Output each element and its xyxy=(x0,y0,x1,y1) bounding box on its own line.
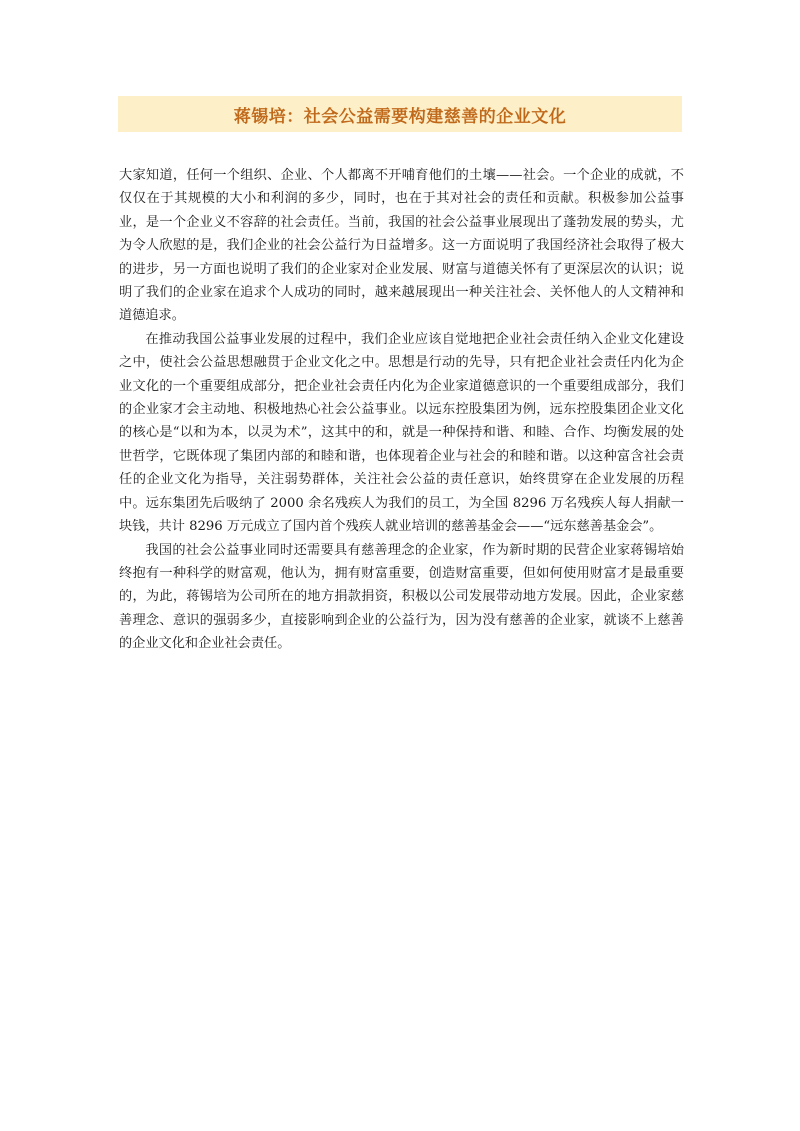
title-banner xyxy=(118,96,682,132)
article-body xyxy=(119,164,684,656)
paragraph-2: 在推动我国公益事业发展的过程中，我们企业应该自觉地把企业社会责任纳入企业文化建设之中，使社会公益思想融贯于企业文化之中。思想是行动的先导，只有把企业社会责任内化为企业文化的一个重要组成部分，把企业社会责任内化为企业家道德意识的一个重要组成部分，我们的企业家才会主动地、积极地热心社会公益事业。以远东控股集团为例，远东控股集团企业文化的核心是“以和为本，以灵为术”，这其中的和，就是一种保持和谐、和睦、合作、均衡发展的处世哲学，它既体现了集团内部的和睦和谐，也体现着企业与社会的和睦和谐。以这种富含社会责任的企业文化为指导，关注弱势群体，关注社会公益的责任意识，始终贯穿在企业发展的历程中。远东集团先后吸纳了 2000 余名残疾人为我们的员工，为全国 8296 万名残疾人每人捐献一块钱，共计 8296 万元成立了国内首个残疾人就业培训的慈善基金会——“远东慈善基金会”。 xyxy=(119,331,684,535)
paragraph-3: 我国的社会公益事业同时还需要具有慈善理念的企业家，作为新时期的民营企业家蒋锡培始终抱有一种科学的财富观，他认为，拥有财富重要，创造财富重要，但如何使用财富才是最重要的，为此，蒋锡培为公司所在的地方捐款捐资，积极以公司发展带动地方发展。因此，企业家慈善理念、意识的强弱多少，直接影响到企业的公益行为，因为没有慈善的企业家，就谈不上慈善的企业文化和企业社会责任。 xyxy=(119,542,684,652)
paragraph-1: 大家知道，任何一个组织、企业、个人都离不开哺育他们的土壤——社会。一个企业的成就，不仅仅在于其规模的大小和利润的多少，同时，也在于其对社会的责任和贡献。积极参加公益事业，是一个企业义不容辞的社会责任。当前，我国的社会公益事业展现出了蓬勃发展的势头，尤为令人欣慰的是，我们企业的社会公益行为日益增多。这一方面说明了我国经济社会取得了极大的进步，另一方面也说明了我们的企业家对企业发展、财富与道德关怀有了更深层次的认识；说明了我们的企业家在追求个人成功的同时，越来越展现出一种关注社会、关怀他人的人文精神和道德追求。 xyxy=(119,168,684,324)
page-title: 蒋锡培：社会公益需要构建慈善的企业文化 xyxy=(233,106,567,127)
